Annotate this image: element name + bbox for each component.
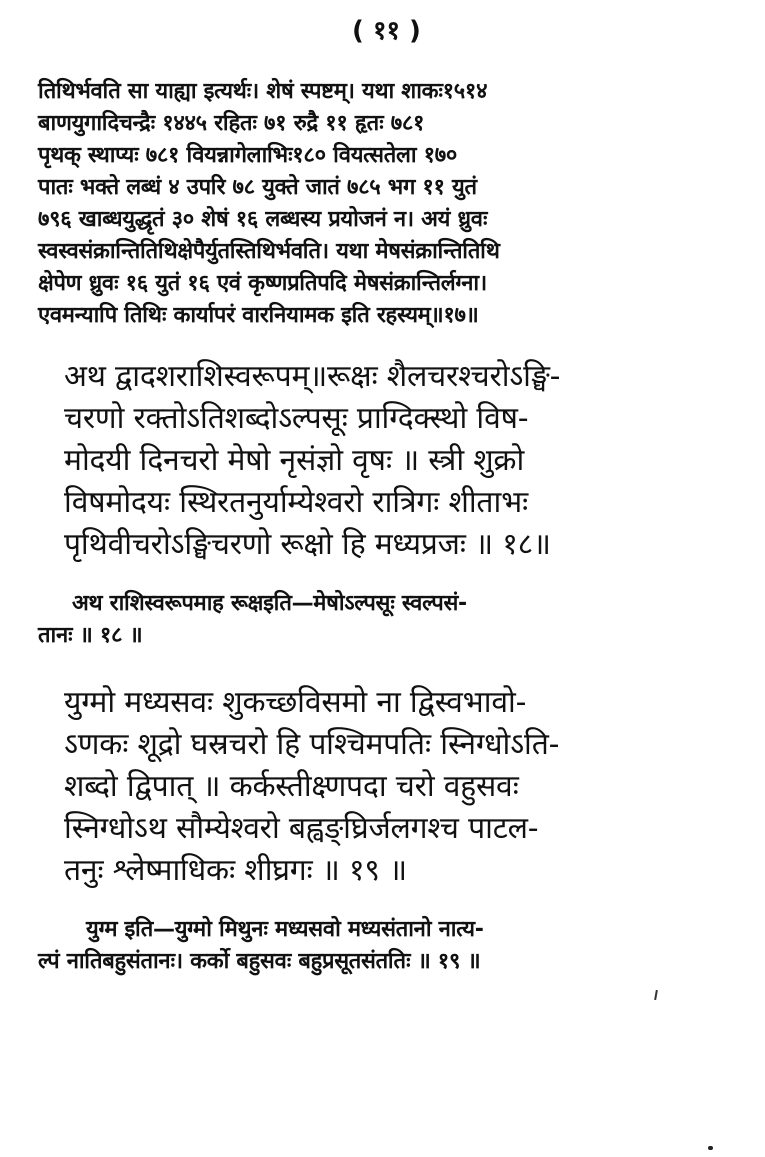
ink-speck [708, 1146, 713, 1150]
text-line: पातः भक्ते लब्धं ४ उपरि ७८ युक्ते जातं ७८५ भग ११ युतं [38, 175, 477, 200]
text-line: स्वस्वसंक्रान्तितिथिक्षेपैर्युतस्तिथिर्भवति। यथा मेषसंक्रान्तितिथि [38, 239, 500, 264]
text-line: ७९६ खाब्धयुद्धृतं ३० शेषं १६ लब्धस्य प्रयोजनं न। अयं ध्रुवः [38, 207, 488, 232]
commentary-verse-19 [38, 914, 735, 978]
verse-line: तनुः श्लेष्माधिकः शीघ्रगः ॥ १९ ॥ [64, 853, 407, 888]
verse-line: स्निग्धोऽथ सौम्येश्वरो बह्वङ्घ्रिर्जलगश्च पाटल- [64, 811, 539, 846]
text-line: अथ राशिस्वरूपमाह रूक्षइति—मेषोऽल्पसूः स्वल्पसं- [72, 591, 467, 616]
verse-line: ऽणकः शूद्रो घस्रचरो हि पश्चिमपतिः स्निग्धोऽति- [64, 727, 560, 762]
verse-19 [38, 682, 735, 892]
verse-line: चरणो रक्तोऽतिशब्दोऽल्पसूः प्राग्दिक्स्थो विष- [64, 401, 529, 436]
verse-line: अथ द्वादशराशिस्वरूपम्॥रूक्षः शैलचरश्चरोऽङ्घि- [64, 359, 561, 394]
text-line: बाणयुगादिचन्द्रैः १४४५ रहितः ७१ रुद्रै ११ हृतः ७८१ [38, 111, 425, 136]
verse-line: शब्दो द्विपात् ॥ कर्कस्तीक्ष्णपदा चरो वहुसवः [64, 769, 519, 804]
verse-line: युग्मो मध्यसवः शुकच्छविसमो ना द्विस्वभावो- [64, 685, 527, 720]
text-line: तिथिर्भवति सा याह्या इत्यर्थः। शेषं स्पष्टम्। यथा शाकः१५१४ [38, 79, 488, 104]
text-line: तानः ॥ १८ ॥ [38, 623, 143, 648]
text-line: क्षेपेण ध्रुवः १६ युतं १६ एवं कृष्णप्रतिपदि मेषसंक्रान्तिर्लग्ना। [38, 271, 487, 296]
commentary-verse-17 [38, 76, 735, 332]
verse-line: विषमोदयः स्थिरतनुर्याम्येश्वरो रात्रिगः शीताभः [64, 485, 529, 520]
text-line: पृथक् स्थाप्यः ७८१ वियन्नागेलाभिः१८० वियत्सतेला १७० [38, 143, 458, 168]
verse-line: पृथिवीचरोऽङ्घिचरणो रूक्षो हि मध्यप्रजः ॥ १८॥ [64, 527, 551, 562]
commentary-verse-18 [38, 588, 735, 652]
page-number: ( ११ ) [352, 16, 421, 46]
text-line: युग्म इति—युग्मो मिथुनः मध्यसवो मध्यसंतानो नात्य- [86, 917, 484, 942]
text-line: एवमन्यापि तिथिः कार्यापरं वारनियामक इति रहस्यम्॥१७॥ [38, 303, 479, 328]
verse-18 [38, 356, 735, 566]
verse-line: मोदयी दिनचरो मेषो नृसंज्ञो वृषः ॥ स्त्री शुक्रो [64, 443, 525, 478]
text-line: ल्पं नातिबहुसंतानः। कर्को बहुसवः बहुप्रसूतसंततिः ॥ १९ ॥ [38, 949, 481, 974]
